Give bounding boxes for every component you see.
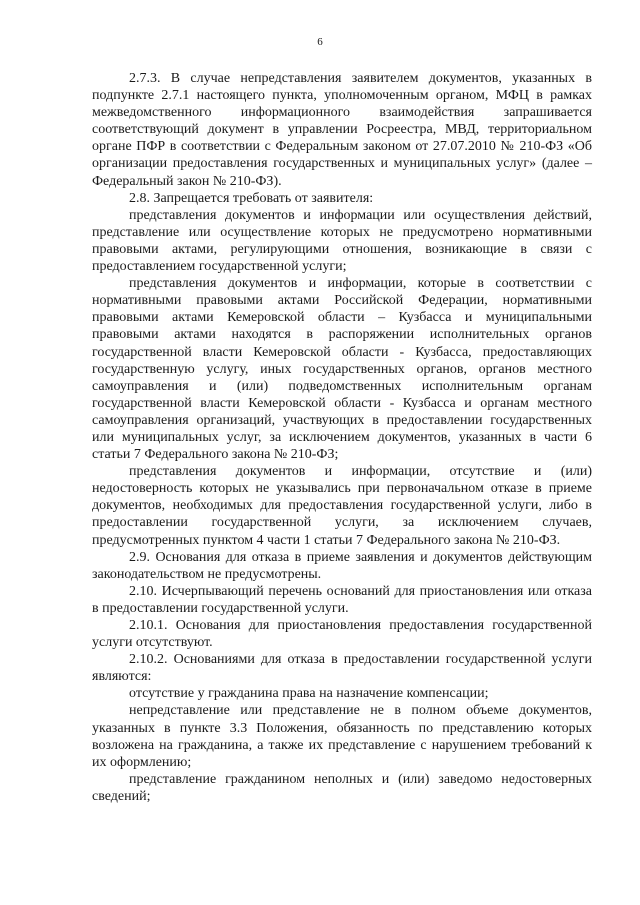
paragraph-2-10: 2.10. Исчерпывающий перечень оснований для приостановления или отказа в предоставлении государственной услуги. bbox=[92, 583, 592, 616]
paragraph-2-8-item-2: представления документов и информации, которые в соответствии с нормативными правовыми актами Российской Федерации, нормативными правовыми актами Кемеровской области – Кузбасса и муниципальными правовыми актами находятся в распоряжении исполнительных органов государственной власти Кемеровской области - Кузбасса, предоставляющих государственную услугу, иных государственных органов, органов местного самоуправления и (или) подведомственных исполнительным органам государственной власти Кемеровской области - Кузбасса и органам местного самоуправления организаций, участвующих в предоставлении государственных или муниципальных услуг, за исключением документов, указанных в части 6 статьи 7 Федерального закона № 210-ФЗ; bbox=[92, 276, 592, 463]
document-body bbox=[92, 70, 592, 805]
paragraph-2-7-3: 2.7.3. В случае непредставления заявителем документов, указанных в подпункте 2.7.1 настоящего пункта, уполномоченным органом, МФЦ в рамках межведомственного информационного взаимодействия запрашивается соответствующий документ в управлении Росреестра, МВД, территориальном органе ПФР в соответствии с Федеральным законом от 27.07.2010 № 210-ФЗ «Об организации предоставления государственных и муниципальных услуг» (далее – Федеральный закон № 210-ФЗ). bbox=[92, 71, 592, 189]
paragraph-2-8-item-1: представления документов и информации или осуществления действий, представление или осуществление которых не предусмотрено нормативными правовыми актами, регулирующими отношения, возникающие в связи с предоставлением государственной услуги; bbox=[92, 207, 592, 275]
page-number: 6 bbox=[317, 36, 323, 48]
paragraph-2-10-2: 2.10.2. Основаниями для отказа в предоставлении государственной услуги являются: bbox=[92, 652, 592, 685]
paragraph-2-10-1: 2.10.1. Основания для приостановления предоставления государственной услуги отсутствуют. bbox=[92, 618, 592, 651]
paragraph-2-8: 2.8. Запрещается требовать от заявителя: bbox=[129, 190, 374, 206]
paragraph-2-9: 2.9. Основания для отказа в приеме заявления и документов действующим законодательством не предусмотрены. bbox=[92, 549, 592, 582]
paragraph-2-10-2-item-2: непредставление или представление не в полном объеме документов, указанных в пункте 3.3 Положения, обязанность по представлению которых возложена на гражданина, а также их представление с нарушением требований к их оформлению; bbox=[92, 703, 592, 770]
paragraph-2-10-2-item-1: отсутствие у гражданина права на назначение компенсации; bbox=[129, 686, 489, 702]
paragraph-2-8-item-3: представления документов и информации, отсутствие и (или) недостоверность которых не указывались при первоначальном отказе в приеме документов, необходимых для предоставления государственной услуги, либо в предоставлении государственной услуги, за исключением случаев, предусмотренных пунктом 4 части 1 статьи 7 Федерального закона № 210-ФЗ. bbox=[92, 464, 592, 548]
paragraph-2-10-2-item-3: представление гражданином неполных и (или) заведомо недостоверных сведений; bbox=[92, 771, 592, 804]
